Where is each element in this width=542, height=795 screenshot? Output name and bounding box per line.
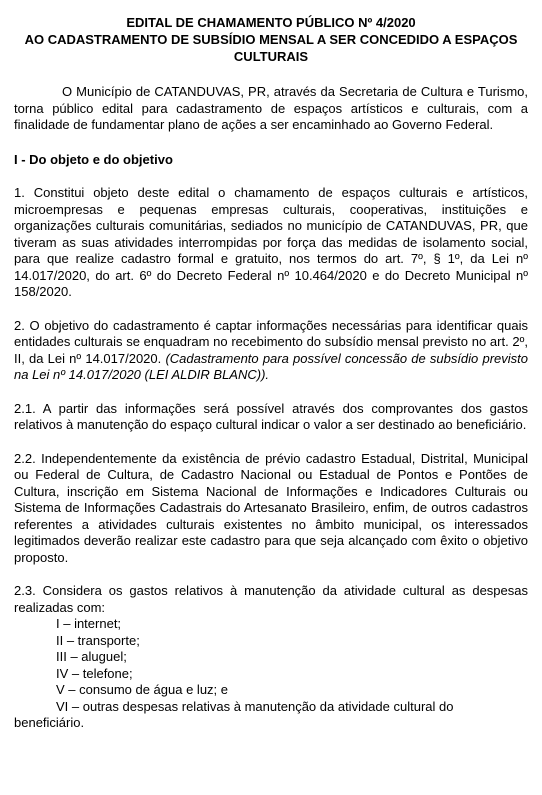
- intro-paragraph: O Município de CATANDUVAS, PR, através da Secretaria de Cultura e Turismo, torna público edital para cadastramento de espaços artísticos e culturais, com a finalidade de fundamentar plano de ações a ser encaminhado ao Governo Federal.: [14, 84, 528, 132]
- title-line-2: AO CADASTRAMENTO DE SUBSÍDIO MENSAL A SER CONCEDIDO A ESPAÇOS: [24, 32, 518, 47]
- list-item: VI – outras despesas relativas à manutenção da atividade cultural do: [56, 698, 454, 714]
- list-item: I – internet;: [56, 616, 122, 631]
- list-item: III – aluguel;: [56, 649, 127, 664]
- list-item: V – consumo de água e luz; e: [56, 682, 229, 697]
- list-item: II – transporte;: [56, 632, 140, 648]
- clause-2: [14, 318, 528, 384]
- clause-2-text: 2. O objetivo do cadastramento é captar informações necessárias para identificar quais entidades culturais se enquadram no recebimento do subsídio mensal previsto no art. 2º, II, da Lei nº 14.017/2020.: [14, 317, 528, 366]
- edital-document: [14, 14, 528, 732]
- clause-2-italic-note: (Cadastramento para possível concessão de subsídio previsto na Lei nº 14.017/2020 (LEI ALDIR BLANC)).: [14, 350, 528, 382]
- list-item: IV – telefone;: [56, 665, 133, 681]
- title-line-3: CULTURAIS: [233, 49, 309, 64]
- expense-list: [14, 616, 528, 715]
- document-title: [14, 14, 528, 65]
- clause-2-1: 2.1. A partir das informações será possível através dos comprovantes dos gastos relativos à manutenção do espaço cultural indicar o valor a ser destinado ao beneficiário.: [14, 400, 528, 432]
- clause-2-3: 2.3. Considera os gastos relativos à manutenção da atividade cultural as despesas realizadas com:: [14, 583, 528, 615]
- clause-2-3-tail: beneficiário.: [14, 715, 85, 730]
- section-heading: I - Do objeto e do objetivo: [14, 151, 173, 167]
- clause-1: 1. Constitui objeto deste edital o chamamento de espaços culturais e artísticos, microempresas e pequenas empresas culturais, cooperativas, instituições e organizações culturais comunitárias, sediados no município de CATANDUVAS, PR, que tiveram as suas atividades interrompidas por força das medidas de isolamento social, para que realize cadastro formal e gratuito, nos termos do art. 7º, § 1º, da Lei nº 14.017/2020, do art. 6º do Decreto Federal nº 10.464/2020 e do Decreto Municipal nº 158/2020.: [14, 185, 528, 299]
- clause-2-2: 2.2. Independentemente da existência de prévio cadastro Estadual, Distrital, Municipal ou Federal de Cultura, de Cadastro Nacional ou Estadual de Pontos e Pontões de Cultura, inscrição em Sistema Nacional de Informações e Indicadores Culturais ou Sistema de Informações Cadastrais do Artesanato Brasileiro, enfim, de outros cadastros referentes a atividades culturais existentes no âmbito municipal, os interessados legitimados deverão realizar este cadastro para que seja alcançado com êxito o objetivo proposto.: [14, 450, 528, 565]
- title-line-1: EDITAL DE CHAMAMENTO PÚBLICO Nº 4/2020: [126, 15, 416, 30]
